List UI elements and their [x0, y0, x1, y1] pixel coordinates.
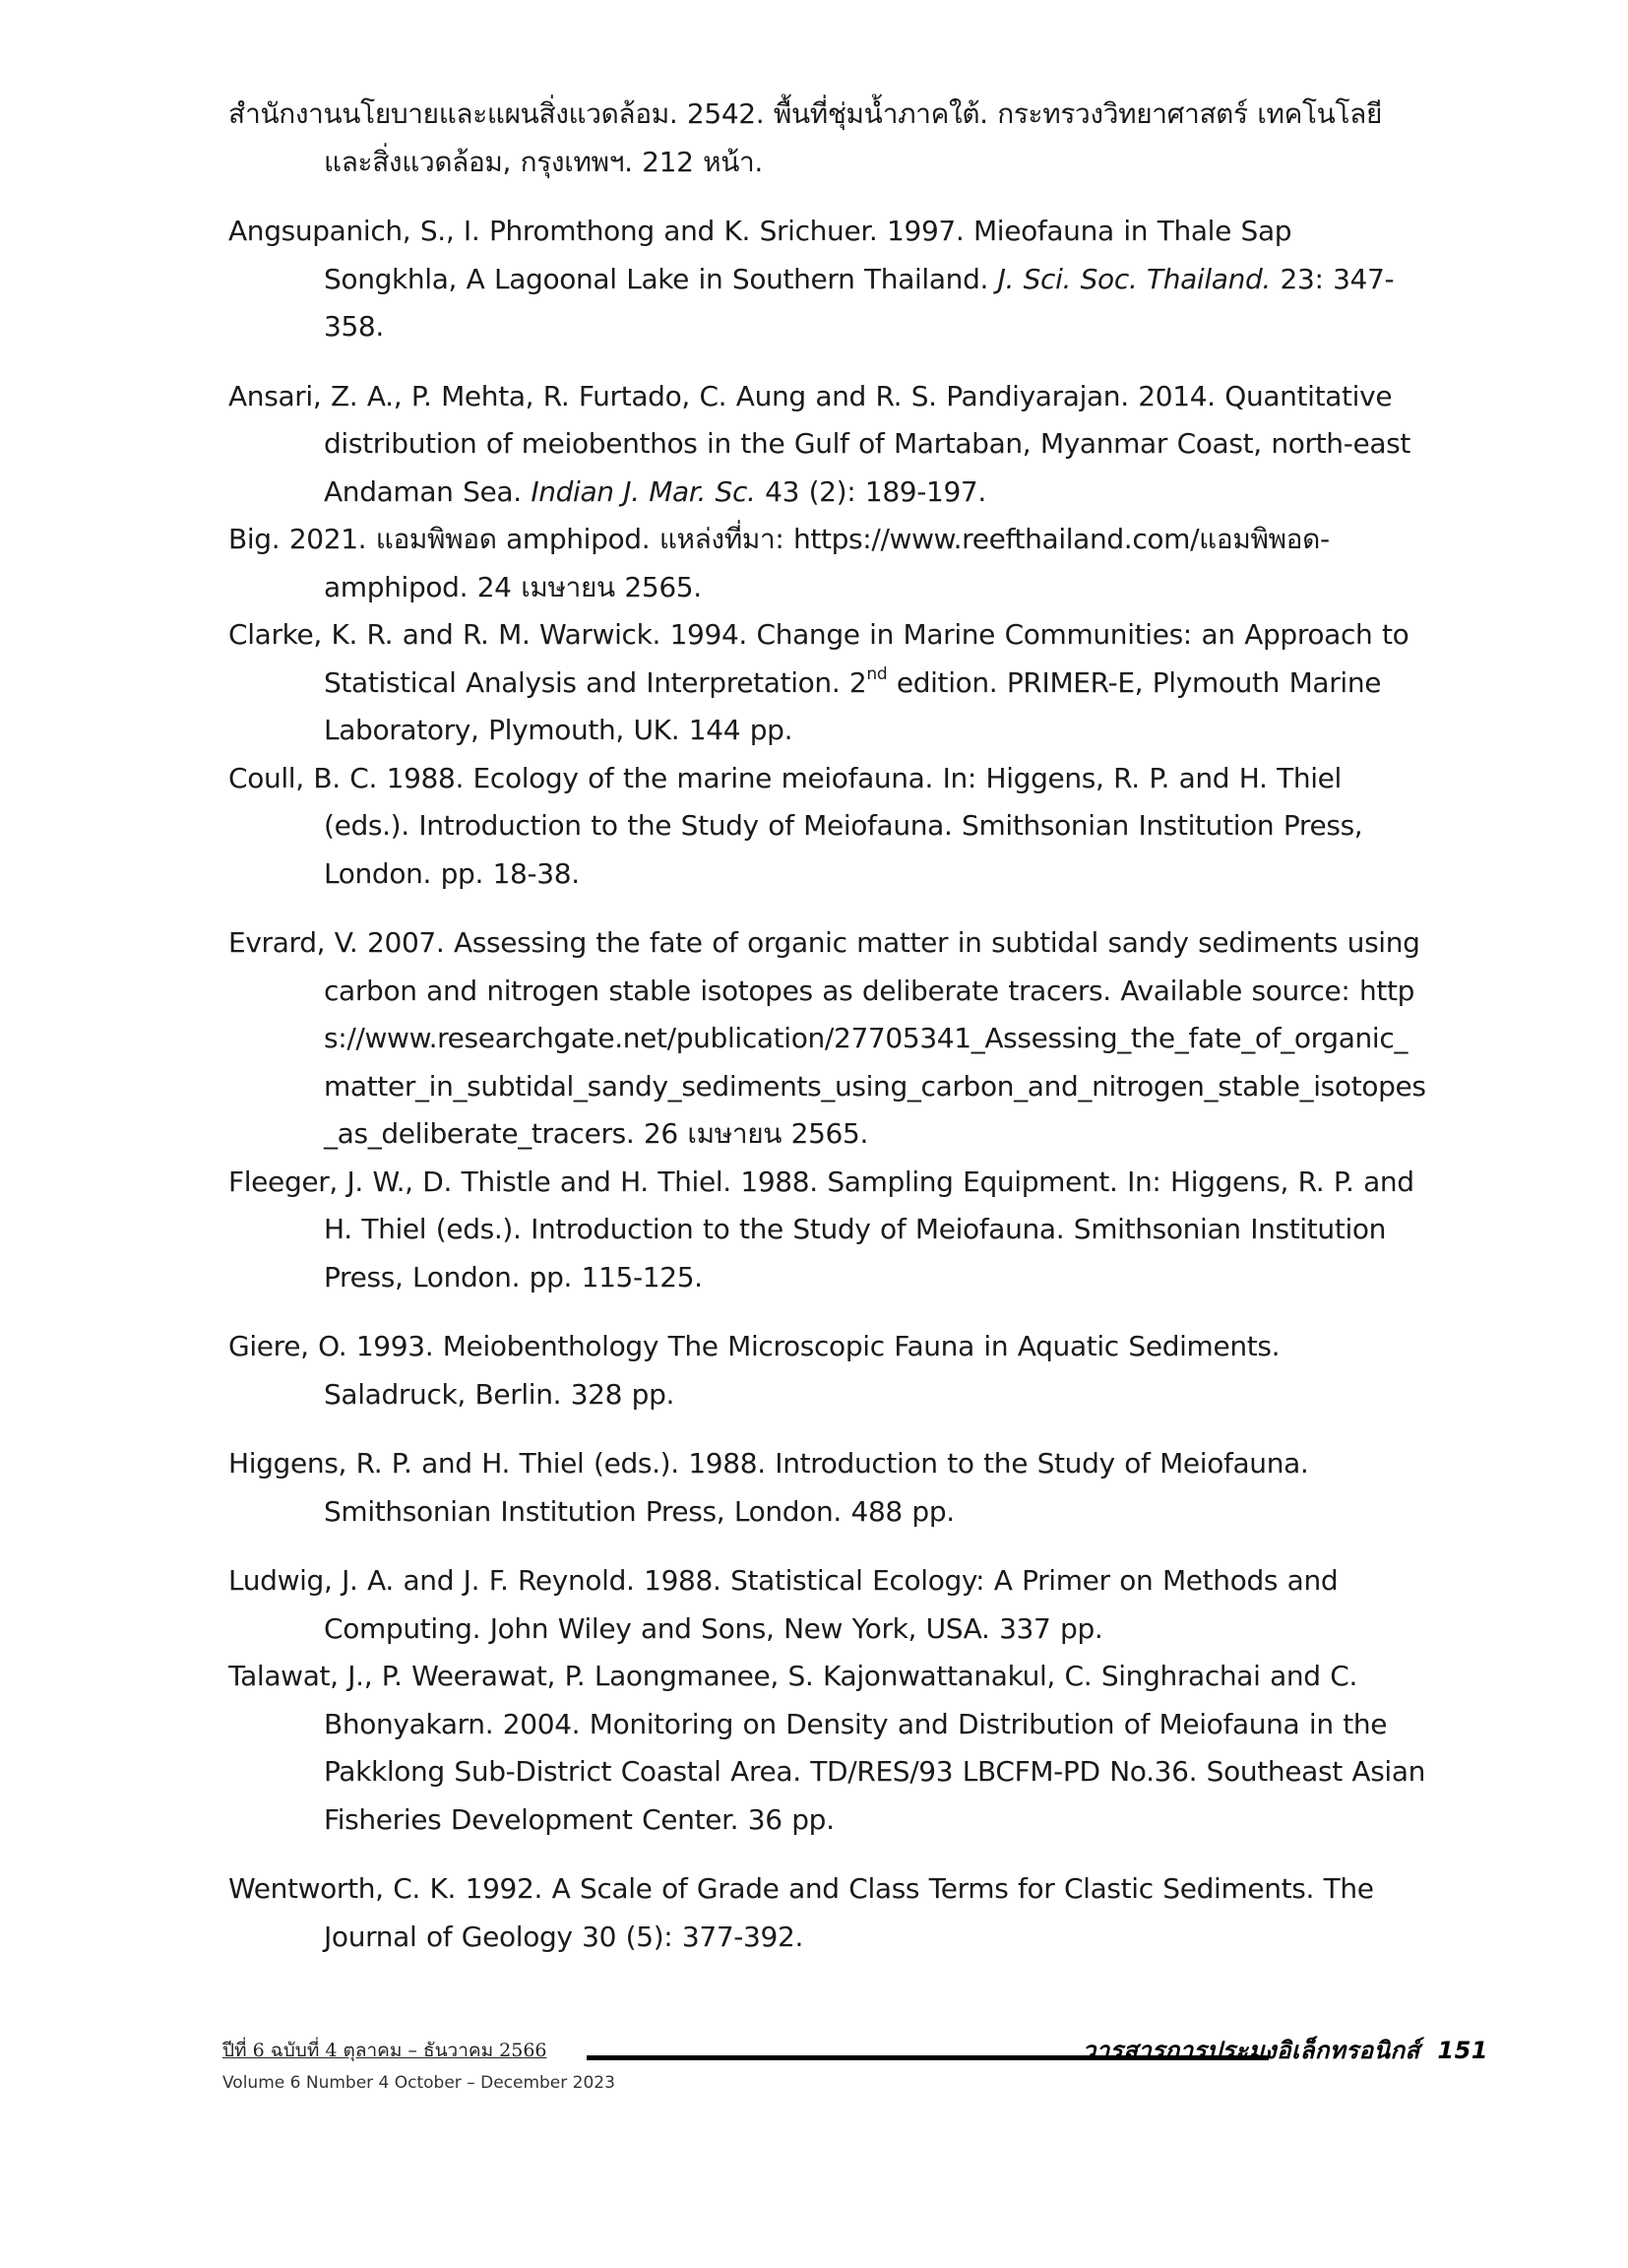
superscript: nd — [866, 664, 888, 685]
reference-item: Coull, B. C. 1988. Ecology of the marine meiofauna. In: Higgens, R. P. and H. Thiel (eds.). Introduction to the Study of Meiofauna. Smithsonian Institution Press, London. pp. 18-38. — [228, 761, 1363, 890]
reference-text: Clarke, K. R. and R. M. Warwick. 1994. Change in Marine Communities: an Approach to Statistical Analysis and Interpretation. 2 — [228, 618, 1409, 699]
reference-text: Angsupanich, S., I. Phromthong and K. Srichuer. 1997. Mieofauna in Thale Sap Songkhla, A Lagoonal Lake in Southern Thailand. — [228, 215, 1292, 295]
reference-item — [228, 611, 1429, 755]
reference-text: edition. PRIMER-E, Plymouth Marine Laboratory, Plymouth, UK. 144 pp. — [324, 665, 1382, 746]
journal-name: วารสารการประมงอิเล็กทรอนิกส์ — [1082, 2037, 1420, 2064]
journal-title: Indian J. Mar. Sc. — [531, 474, 756, 508]
reference-item: สำนักงานนโยบายและแผนสิ่งแวดล้อม. 2542. พื้นที่ชุ่มน้ำภาคใต้. กระทรวงวิทยาศาสตร์ เทคโนโลยีและสิ่งแวดล้อม, กรุงเทพฯ. 212 หน้า. — [228, 97, 1382, 178]
journal-name-and-page — [1083, 2031, 1488, 2069]
reference-item: Giere, O. 1993. Meiobenthology The Microscopic Fauna in Aquatic Sediments. Saladruck, Berlin. 328 pp. — [228, 1330, 1281, 1411]
reference-item — [228, 208, 1429, 351]
reference-item: Ludwig, J. A. and J. F. Reynold. 1988. Statistical Ecology: A Primer on Methods and Computing. John Wiley and Sons, New York, USA. 337 pp. — [228, 1564, 1339, 1645]
reference-text: 43 (2): 189-197. — [755, 474, 986, 508]
journal-title: J. Sci. Soc. Thailand. — [997, 262, 1271, 295]
issue-thai: ปีที่ 6 ฉบับที่ 4 ตุลาคม – ธันวาคม 2566 — [222, 2040, 547, 2061]
page-footer — [222, 2036, 1488, 2105]
reference-item: Talawat, J., P. Weerawat, P. Laongmanee, S. Kajonwattanakul, C. Singhrachai and C. Bhonyakarn. 2004. Monitoring on Density and Distribution of Meiofauna in the Pakklong Sub-District Coastal Area. TD/RES/93 LBCFM-PD No.36. Southeast Asian Fisheries Development Center. 36 pp. — [228, 1660, 1426, 1836]
reference-item: Fleeger, J. W., D. Thistle and H. Thiel. 1988. Sampling Equipment. In: Higgens, R. P. and H. Thiel (eds.). Introduction to the Study of Meiofauna. Smithsonian Institution Press, London. pp. 115-125. — [228, 1165, 1414, 1293]
issue-english: Volume 6 Number 4 October – December 2023 — [222, 2073, 615, 2093]
reference-item: Evrard, V. 2007. Assessing the fate of organic matter in subtidal sandy sediments using carbon and nitrogen stable isotopes as deliberate tracers. Available source: https://www.researchgate.net/publication/27705341_Assessing_the_fate_of_organic_matter_in_subtidal_sandy_sediments_using_carbon_and_nitrogen_stable_isotopes_as_deliberate_tracers. 26 เมษายน 2565. — [228, 926, 1426, 1150]
reference-item: Big. 2021. แอมพิพอด amphipod. แหล่งที่มา: https://www.reefthailand.com/แอมพิพอด-amphipod. 24 เมษายน 2565. — [228, 523, 1330, 603]
reference-item: Wentworth, C. K. 1992. A Scale of Grade and Class Terms for Clastic Sediments. The Journal of Geology 30 (5): 377-392. — [228, 1872, 1374, 1953]
reference-text: Ansari, Z. A., P. Mehta, R. Furtado, C. Aung and R. S. Pandiyarajan. 2014. Quantitative distribution of meiobenthos in the Gulf of Martaban, Myanmar Coast, north-east Andaman Sea. — [228, 379, 1410, 508]
reference-item: Higgens, R. P. and H. Thiel (eds.). 1988. Introduction to the Study of Meiofauna. Smithsonian Institution Press, London. 488 pp. — [228, 1447, 1309, 1528]
reference-list — [228, 91, 1429, 1961]
page-number: 151 — [1437, 2037, 1488, 2064]
reference-text: 23: 347-358. — [324, 262, 1395, 343]
reference-item — [228, 373, 1429, 517]
